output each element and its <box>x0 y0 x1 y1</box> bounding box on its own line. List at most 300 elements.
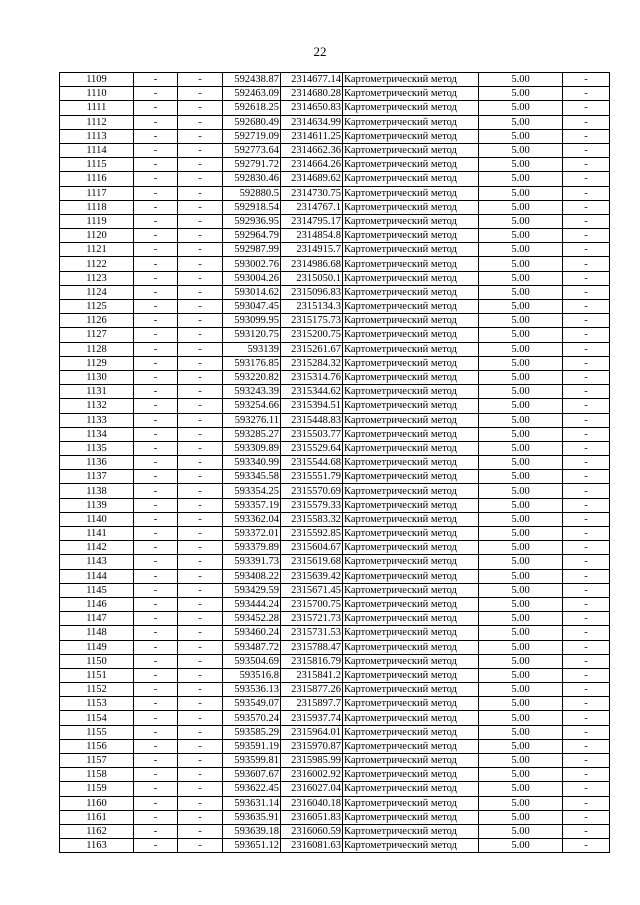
accuracy-cell: 5.00 <box>479 300 563 314</box>
dash-cell: - <box>134 314 178 328</box>
x-coordinate-cell: 593391.73 <box>223 555 281 569</box>
point-number-cell: 1162 <box>60 824 134 838</box>
method-cell: Картометрический метод <box>343 711 479 725</box>
dash-cell: - <box>563 796 610 810</box>
y-coordinate-cell: 2316002.92 <box>281 768 343 782</box>
y-coordinate-cell: 2315570.69 <box>281 484 343 498</box>
table-row <box>60 427 610 441</box>
dash-cell: - <box>563 683 610 697</box>
point-number-cell: 1145 <box>60 583 134 597</box>
dash-cell: - <box>178 73 223 87</box>
accuracy-cell: 5.00 <box>479 470 563 484</box>
accuracy-cell: 5.00 <box>479 243 563 257</box>
dash-cell: - <box>563 824 610 838</box>
table-row <box>60 214 610 228</box>
dash-cell: - <box>563 271 610 285</box>
point-number-cell: 1139 <box>60 498 134 512</box>
dash-cell: - <box>563 839 610 853</box>
dash-cell: - <box>134 484 178 498</box>
method-cell: Картометрический метод <box>343 555 479 569</box>
table-row <box>60 413 610 427</box>
x-coordinate-cell: 593607.67 <box>223 768 281 782</box>
point-number-cell: 1158 <box>60 768 134 782</box>
dash-cell: - <box>178 569 223 583</box>
point-number-cell: 1109 <box>60 73 134 87</box>
dash-cell: - <box>178 441 223 455</box>
method-cell: Картометрический метод <box>343 158 479 172</box>
dash-cell: - <box>134 555 178 569</box>
table-row <box>60 441 610 455</box>
dash-cell: - <box>134 214 178 228</box>
dash-cell: - <box>563 243 610 257</box>
dash-cell: - <box>134 498 178 512</box>
dash-cell: - <box>134 527 178 541</box>
table-row <box>60 782 610 796</box>
dash-cell: - <box>563 300 610 314</box>
y-coordinate-cell: 2315314.76 <box>281 370 343 384</box>
x-coordinate-cell: 593014.62 <box>223 285 281 299</box>
x-coordinate-cell: 593516.8 <box>223 668 281 682</box>
point-number-cell: 1137 <box>60 470 134 484</box>
dash-cell: - <box>178 484 223 498</box>
dash-cell: - <box>134 129 178 143</box>
dash-cell: - <box>178 810 223 824</box>
dash-cell: - <box>178 214 223 228</box>
y-coordinate-cell: 2316027.04 <box>281 782 343 796</box>
y-coordinate-cell: 2314664.26 <box>281 158 343 172</box>
dash-cell: - <box>134 754 178 768</box>
point-number-cell: 1142 <box>60 541 134 555</box>
table-row <box>60 200 610 214</box>
method-cell: Картометрический метод <box>343 143 479 157</box>
dash-cell: - <box>563 456 610 470</box>
x-coordinate-cell: 593429.59 <box>223 583 281 597</box>
point-number-cell: 1113 <box>60 129 134 143</box>
table-row <box>60 300 610 314</box>
x-coordinate-cell: 593379.89 <box>223 541 281 555</box>
dash-cell: - <box>178 172 223 186</box>
point-number-cell: 1112 <box>60 115 134 129</box>
dash-cell: - <box>178 583 223 597</box>
dash-cell: - <box>563 725 610 739</box>
dash-cell: - <box>563 200 610 214</box>
dash-cell: - <box>134 441 178 455</box>
y-coordinate-cell: 2315261.67 <box>281 342 343 356</box>
table-row <box>60 172 610 186</box>
x-coordinate-cell: 593570.24 <box>223 711 281 725</box>
dash-cell: - <box>563 441 610 455</box>
method-cell: Картометрический метод <box>343 626 479 640</box>
y-coordinate-cell: 2315448.83 <box>281 413 343 427</box>
method-cell: Картометрический метод <box>343 356 479 370</box>
y-coordinate-cell: 2314689.62 <box>281 172 343 186</box>
y-coordinate-cell: 2315985.99 <box>281 754 343 768</box>
y-coordinate-cell: 2316051.83 <box>281 810 343 824</box>
accuracy-cell: 5.00 <box>479 143 563 157</box>
dash-cell: - <box>178 87 223 101</box>
x-coordinate-cell: 592830.46 <box>223 172 281 186</box>
dash-cell: - <box>563 640 610 654</box>
dash-cell: - <box>178 285 223 299</box>
accuracy-cell: 5.00 <box>479 257 563 271</box>
x-coordinate-cell: 592987.99 <box>223 243 281 257</box>
accuracy-cell: 5.00 <box>479 441 563 455</box>
y-coordinate-cell: 2316040.18 <box>281 796 343 810</box>
accuracy-cell: 5.00 <box>479 200 563 214</box>
x-coordinate-cell: 593176.85 <box>223 356 281 370</box>
method-cell: Картометрический метод <box>343 612 479 626</box>
x-coordinate-cell: 593444.24 <box>223 597 281 611</box>
x-coordinate-cell: 592918.54 <box>223 200 281 214</box>
dash-cell: - <box>563 754 610 768</box>
point-number-cell: 1152 <box>60 683 134 697</box>
dash-cell: - <box>563 399 610 413</box>
dash-cell: - <box>134 810 178 824</box>
method-cell: Картометрический метод <box>343 654 479 668</box>
x-coordinate-cell: 593651.12 <box>223 839 281 853</box>
accuracy-cell: 5.00 <box>479 768 563 782</box>
table-row <box>60 498 610 512</box>
method-cell: Картометрический метод <box>343 739 479 753</box>
method-cell: Картометрический метод <box>343 328 479 342</box>
point-number-cell: 1110 <box>60 87 134 101</box>
dash-cell: - <box>134 697 178 711</box>
dash-cell: - <box>134 385 178 399</box>
x-coordinate-cell: 593408.22 <box>223 569 281 583</box>
x-coordinate-cell: 593285.27 <box>223 427 281 441</box>
dash-cell: - <box>134 399 178 413</box>
method-cell: Картометрический метод <box>343 129 479 143</box>
dash-cell: - <box>134 342 178 356</box>
x-coordinate-cell: 593004.26 <box>223 271 281 285</box>
point-number-cell: 1161 <box>60 810 134 824</box>
dash-cell: - <box>178 768 223 782</box>
accuracy-cell: 5.00 <box>479 583 563 597</box>
dash-cell: - <box>563 668 610 682</box>
x-coordinate-cell: 593345.58 <box>223 470 281 484</box>
dash-cell: - <box>563 484 610 498</box>
accuracy-cell: 5.00 <box>479 839 563 853</box>
point-number-cell: 1156 <box>60 739 134 753</box>
table-row <box>60 385 610 399</box>
method-cell: Картометрический метод <box>343 498 479 512</box>
method-cell: Картометрический метод <box>343 569 479 583</box>
method-cell: Картометрический метод <box>343 668 479 682</box>
method-cell: Картометрический метод <box>343 399 479 413</box>
method-cell: Картометрический метод <box>343 73 479 87</box>
dash-cell: - <box>134 427 178 441</box>
y-coordinate-cell: 2315529.64 <box>281 441 343 455</box>
dash-cell: - <box>563 583 610 597</box>
y-coordinate-cell: 2314677.14 <box>281 73 343 87</box>
dash-cell: - <box>178 668 223 682</box>
dash-cell: - <box>563 214 610 228</box>
point-number-cell: 1132 <box>60 399 134 413</box>
dash-cell: - <box>178 143 223 157</box>
x-coordinate-cell: 593220.82 <box>223 370 281 384</box>
accuracy-cell: 5.00 <box>479 810 563 824</box>
dash-cell: - <box>563 257 610 271</box>
dash-cell: - <box>178 782 223 796</box>
x-coordinate-cell: 593372.01 <box>223 527 281 541</box>
dash-cell: - <box>563 370 610 384</box>
y-coordinate-cell: 2315671.45 <box>281 583 343 597</box>
table-row <box>60 739 610 753</box>
dash-cell: - <box>134 739 178 753</box>
method-cell: Картометрический метод <box>343 839 479 853</box>
point-number-cell: 1111 <box>60 101 134 115</box>
dash-cell: - <box>563 626 610 640</box>
point-number-cell: 1163 <box>60 839 134 853</box>
y-coordinate-cell: 2315731.53 <box>281 626 343 640</box>
dash-cell: - <box>563 356 610 370</box>
y-coordinate-cell: 2314986.68 <box>281 257 343 271</box>
dash-cell: - <box>178 115 223 129</box>
y-coordinate-cell: 2315937.74 <box>281 711 343 725</box>
x-coordinate-cell: 593139 <box>223 342 281 356</box>
x-coordinate-cell: 593254.66 <box>223 399 281 413</box>
accuracy-cell: 5.00 <box>479 87 563 101</box>
accuracy-cell: 5.00 <box>479 697 563 711</box>
dash-cell: - <box>134 285 178 299</box>
method-cell: Картометрический метод <box>343 583 479 597</box>
accuracy-cell: 5.00 <box>479 541 563 555</box>
dash-cell: - <box>563 555 610 569</box>
point-number-cell: 1154 <box>60 711 134 725</box>
x-coordinate-cell: 592773.64 <box>223 143 281 157</box>
x-coordinate-cell: 592618.25 <box>223 101 281 115</box>
method-cell: Картометрический метод <box>343 541 479 555</box>
table-row <box>60 555 610 569</box>
dash-cell: - <box>178 654 223 668</box>
point-number-cell: 1140 <box>60 512 134 526</box>
point-number-cell: 1131 <box>60 385 134 399</box>
accuracy-cell: 5.00 <box>479 626 563 640</box>
method-cell: Картометрический метод <box>343 796 479 810</box>
accuracy-cell: 5.00 <box>479 512 563 526</box>
y-coordinate-cell: 2315579.33 <box>281 498 343 512</box>
accuracy-cell: 5.00 <box>479 555 563 569</box>
dash-cell: - <box>563 115 610 129</box>
y-coordinate-cell: 2315897.7 <box>281 697 343 711</box>
dash-cell: - <box>178 555 223 569</box>
table-row <box>60 129 610 143</box>
method-cell: Картометрический метод <box>343 697 479 711</box>
accuracy-cell: 5.00 <box>479 172 563 186</box>
dash-cell: - <box>563 285 610 299</box>
table-row <box>60 697 610 711</box>
dash-cell: - <box>134 782 178 796</box>
x-coordinate-cell: 593549.07 <box>223 697 281 711</box>
dash-cell: - <box>563 541 610 555</box>
y-coordinate-cell: 2315175.73 <box>281 314 343 328</box>
method-cell: Картометрический метод <box>343 456 479 470</box>
table-row <box>60 640 610 654</box>
accuracy-cell: 5.00 <box>479 285 563 299</box>
point-number-cell: 1149 <box>60 640 134 654</box>
table-row <box>60 328 610 342</box>
x-coordinate-cell: 593452.28 <box>223 612 281 626</box>
dash-cell: - <box>178 342 223 356</box>
dash-cell: - <box>134 839 178 853</box>
point-number-cell: 1130 <box>60 370 134 384</box>
dash-cell: - <box>134 541 178 555</box>
dash-cell: - <box>563 739 610 753</box>
method-cell: Картометрический метод <box>343 512 479 526</box>
y-coordinate-cell: 2314662.36 <box>281 143 343 157</box>
table-row <box>60 612 610 626</box>
table-row <box>60 73 610 87</box>
x-coordinate-cell: 593599.81 <box>223 754 281 768</box>
point-number-cell: 1121 <box>60 243 134 257</box>
table-row <box>60 87 610 101</box>
dash-cell: - <box>134 824 178 838</box>
dash-cell: - <box>178 101 223 115</box>
accuracy-cell: 5.00 <box>479 754 563 768</box>
x-coordinate-cell: 592791.72 <box>223 158 281 172</box>
accuracy-cell: 5.00 <box>479 654 563 668</box>
y-coordinate-cell: 2315096.83 <box>281 285 343 299</box>
y-coordinate-cell: 2314854.8 <box>281 229 343 243</box>
method-cell: Картометрический метод <box>343 824 479 838</box>
accuracy-cell: 5.00 <box>479 796 563 810</box>
accuracy-cell: 5.00 <box>479 328 563 342</box>
dash-cell: - <box>563 342 610 356</box>
dash-cell: - <box>563 768 610 782</box>
dash-cell: - <box>178 626 223 640</box>
accuracy-cell: 5.00 <box>479 385 563 399</box>
y-coordinate-cell: 2314634.99 <box>281 115 343 129</box>
point-number-cell: 1157 <box>60 754 134 768</box>
y-coordinate-cell: 2315964.01 <box>281 725 343 739</box>
dash-cell: - <box>178 427 223 441</box>
y-coordinate-cell: 2315592.85 <box>281 527 343 541</box>
table-row <box>60 839 610 853</box>
x-coordinate-cell: 592936.95 <box>223 214 281 228</box>
method-cell: Картометрический метод <box>343 87 479 101</box>
method-cell: Картометрический метод <box>343 214 479 228</box>
accuracy-cell: 5.00 <box>479 427 563 441</box>
dash-cell: - <box>134 200 178 214</box>
point-number-cell: 1138 <box>60 484 134 498</box>
dash-cell: - <box>563 569 610 583</box>
y-coordinate-cell: 2315841.2 <box>281 668 343 682</box>
x-coordinate-cell: 593639.18 <box>223 824 281 838</box>
table-row <box>60 115 610 129</box>
dash-cell: - <box>178 456 223 470</box>
table-row <box>60 796 610 810</box>
dash-cell: - <box>563 314 610 328</box>
point-number-cell: 1143 <box>60 555 134 569</box>
point-number-cell: 1120 <box>60 229 134 243</box>
table-row <box>60 527 610 541</box>
dash-cell: - <box>134 73 178 87</box>
accuracy-cell: 5.00 <box>479 725 563 739</box>
dash-cell: - <box>178 527 223 541</box>
method-cell: Картометрический метод <box>343 810 479 824</box>
point-number-cell: 1155 <box>60 725 134 739</box>
point-number-cell: 1147 <box>60 612 134 626</box>
accuracy-cell: 5.00 <box>479 824 563 838</box>
x-coordinate-cell: 593243.39 <box>223 385 281 399</box>
dash-cell: - <box>134 243 178 257</box>
dash-cell: - <box>178 725 223 739</box>
dash-cell: - <box>178 541 223 555</box>
y-coordinate-cell: 2315970.87 <box>281 739 343 753</box>
table-row <box>60 101 610 115</box>
table-row <box>60 597 610 611</box>
dash-cell: - <box>178 370 223 384</box>
dash-cell: - <box>134 186 178 200</box>
dash-cell: - <box>178 612 223 626</box>
dash-cell: - <box>178 683 223 697</box>
dash-cell: - <box>134 87 178 101</box>
accuracy-cell: 5.00 <box>479 314 563 328</box>
dash-cell: - <box>178 300 223 314</box>
dash-cell: - <box>178 711 223 725</box>
table-row <box>60 541 610 555</box>
x-coordinate-cell: 593002.76 <box>223 257 281 271</box>
dash-cell: - <box>134 413 178 427</box>
x-coordinate-cell: 593309.89 <box>223 441 281 455</box>
x-coordinate-cell: 593354.25 <box>223 484 281 498</box>
method-cell: Картометрический метод <box>343 285 479 299</box>
point-number-cell: 1150 <box>60 654 134 668</box>
table-row <box>60 314 610 328</box>
dash-cell: - <box>134 569 178 583</box>
dash-cell: - <box>563 143 610 157</box>
dash-cell: - <box>563 498 610 512</box>
x-coordinate-cell: 593460.24 <box>223 626 281 640</box>
x-coordinate-cell: 593591.19 <box>223 739 281 753</box>
y-coordinate-cell: 2315200.75 <box>281 328 343 342</box>
accuracy-cell: 5.00 <box>479 569 563 583</box>
dash-cell: - <box>134 101 178 115</box>
x-coordinate-cell: 593276.11 <box>223 413 281 427</box>
dash-cell: - <box>563 427 610 441</box>
table-row <box>60 725 610 739</box>
point-number-cell: 1144 <box>60 569 134 583</box>
dash-cell: - <box>178 839 223 853</box>
method-cell: Картометрический метод <box>343 370 479 384</box>
dash-cell: - <box>563 328 610 342</box>
method-cell: Картометрический метод <box>343 229 479 243</box>
y-coordinate-cell: 2316060.59 <box>281 824 343 838</box>
point-number-cell: 1116 <box>60 172 134 186</box>
table-row <box>60 229 610 243</box>
y-coordinate-cell: 2315604.67 <box>281 541 343 555</box>
accuracy-cell: 5.00 <box>479 484 563 498</box>
dash-cell: - <box>134 172 178 186</box>
accuracy-cell: 5.00 <box>479 370 563 384</box>
dash-cell: - <box>178 271 223 285</box>
y-coordinate-cell: 2315394.51 <box>281 399 343 413</box>
y-coordinate-cell: 2316081.63 <box>281 839 343 853</box>
dash-cell: - <box>563 782 610 796</box>
dash-cell: - <box>178 498 223 512</box>
table-row <box>60 271 610 285</box>
table-row <box>60 342 610 356</box>
dash-cell: - <box>563 597 610 611</box>
x-coordinate-cell: 593622.45 <box>223 782 281 796</box>
dash-cell: - <box>178 229 223 243</box>
dash-cell: - <box>178 640 223 654</box>
dash-cell: - <box>563 654 610 668</box>
dash-cell: - <box>563 512 610 526</box>
point-number-cell: 1117 <box>60 186 134 200</box>
method-cell: Картометрический метод <box>343 385 479 399</box>
method-cell: Картометрический метод <box>343 640 479 654</box>
